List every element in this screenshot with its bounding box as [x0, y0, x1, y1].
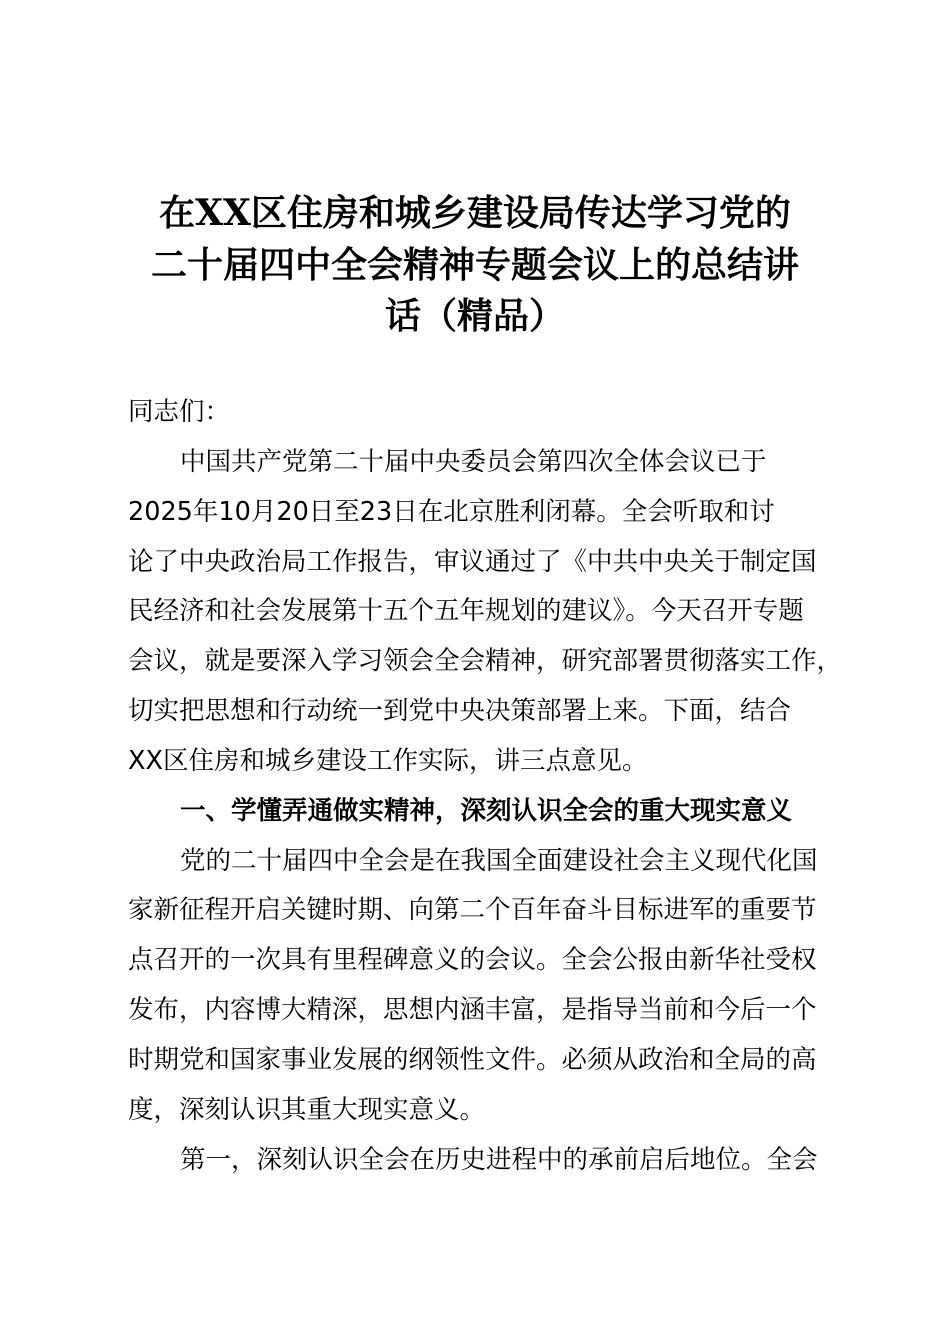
- body-text-line: 时期党和国家事业发展的纲领性文件。必须从政治和全局的高: [128, 1044, 817, 1075]
- body-text-line: 民经济和社会发展第十五个五年规划的建议》。今天召开专题: [128, 596, 804, 627]
- body-text-line: 会议，就是要深入学习领会全会精神，研究部署贯彻落实工作，: [128, 646, 843, 677]
- salutation: 同志们：: [128, 397, 231, 427]
- body-text-line: XX区住房和城乡建设工作实际，讲三点意见。: [128, 745, 648, 776]
- body-text-line: 中国共产党第二十届中央委员会第四次全体会议已于: [180, 446, 767, 477]
- body-text-line: 党的二十届四中全会是在我国全面建设社会主义现代化国: [180, 845, 818, 876]
- section-heading: 一、学懂弄通做实精神，深刻认识全会的重大现实意义: [180, 795, 793, 826]
- body-text-line: 论了中央政治局工作报告，审议通过了《中共中央关于制定国: [128, 546, 817, 577]
- title-line: 话（精品）: [384, 295, 565, 337]
- document-title: [60, 188, 890, 343]
- document-body: [128, 388, 888, 1186]
- body-text-line: 切实把思想和行动统一到党中央决策部署上来。下面，结合: [128, 696, 792, 727]
- body-text-line: 第一，深刻认识全会在历史进程中的承前启后地位。全会: [180, 1144, 818, 1175]
- body-text-line: 度，深刻认识其重大现实意义。: [128, 1094, 486, 1125]
- body-text-line: 发布，内容博大精深，思想内涵丰富，是指导当前和今后一个: [128, 995, 817, 1026]
- body-text-line: 家新征程开启关键时期、向第二个百年奋斗目标进军的重要节: [128, 895, 817, 926]
- title-line: 在XX区住房和城乡建设局传达学习党的: [159, 192, 791, 234]
- title-line: 二十届四中全会精神专题会议上的总结讲: [150, 243, 799, 286]
- body-text-line: 2025年10月20日至23日在北京胜利闭幕。全会听取和讨: [128, 496, 775, 527]
- body-text-line: 点召开的一次具有里程碑意义的会议。全会公报由新华社受权: [128, 945, 817, 976]
